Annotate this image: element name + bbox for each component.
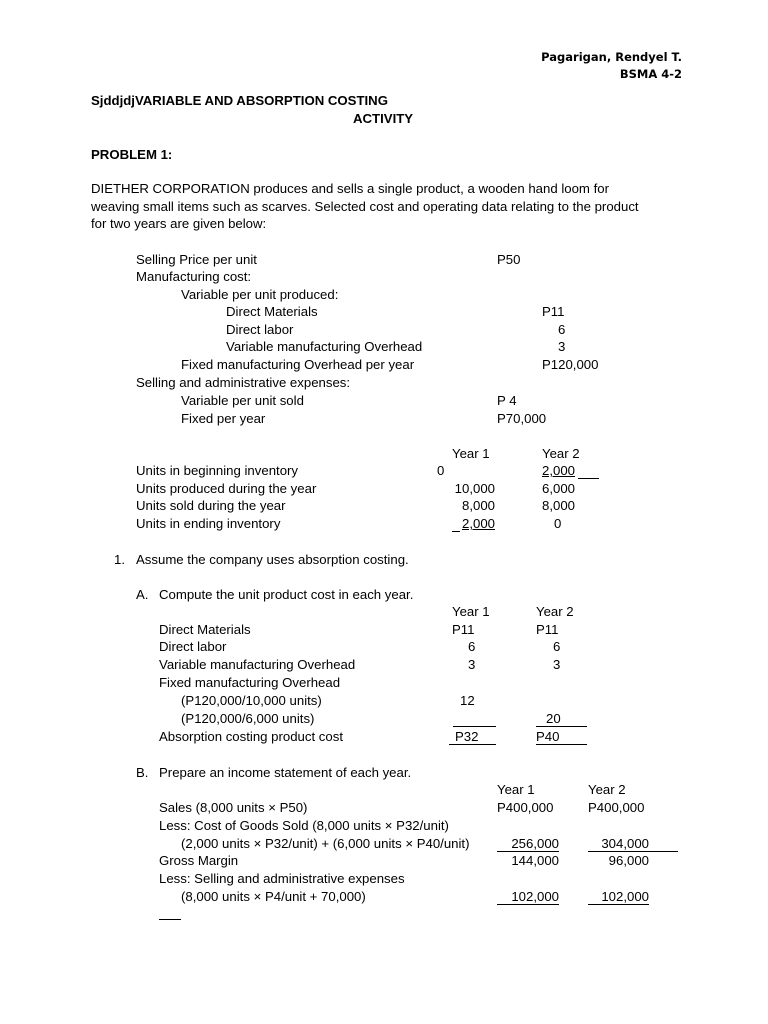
- part-a-fmo-calc1: (P120,000/10,000 units): [181, 693, 322, 708]
- units-year2-header: Year 2: [542, 446, 580, 461]
- units-row-y1: 2,000: [461, 516, 495, 531]
- part-a-vmo-label: Variable manufacturing Overhead: [159, 657, 356, 672]
- fixed-per-year-value: P70,000: [497, 411, 547, 426]
- part-b-sae2-label: (8,000 units × P4/unit + 70,000): [181, 889, 366, 904]
- units-row-y2: 0: [554, 516, 562, 531]
- vmo-label: Variable manufacturing Overhead: [226, 339, 423, 354]
- mfg-cost-label: Manufacturing cost:: [136, 269, 252, 284]
- part-a-total-label: Absorption costing product cost: [159, 729, 343, 744]
- dl-value: 6: [558, 322, 566, 337]
- units-year1-header: Year 1: [452, 446, 490, 461]
- part-b-sae-y2: 102,000: [601, 889, 649, 904]
- underline-rule: [536, 744, 587, 745]
- part-b-sales-y1: P400,000: [497, 800, 554, 815]
- var-per-unit-sold-label: Variable per unit sold: [181, 393, 304, 408]
- part-b-sales-y2: P400,000: [588, 800, 645, 815]
- sa-expenses-label: Selling and administrative expenses:: [136, 375, 351, 390]
- dm-label: Direct Materials: [226, 304, 318, 319]
- part-a-vmo-y1: 3: [468, 657, 476, 672]
- var-per-unit-sold-value: P 4: [497, 393, 517, 408]
- part-a-fmo-label: Fixed manufacturing Overhead: [159, 675, 341, 690]
- units-row-y2: 8,000: [542, 498, 576, 513]
- part-a-total-y1: P32: [455, 729, 479, 744]
- part-b-sales-label: Sales (8,000 units × P50): [159, 800, 308, 815]
- part-b-cogs-y2: 304,000: [601, 836, 649, 851]
- part-a-fmo-y1: 12: [460, 693, 475, 708]
- units-row-y2: 2,000: [542, 463, 576, 478]
- units-row-label: Units in ending inventory: [136, 516, 281, 531]
- part-b-letter: B.: [136, 765, 149, 780]
- part-b-text: Prepare an income statement of each year.: [159, 765, 412, 780]
- underline-rule: [588, 851, 678, 852]
- part-a-fmo-y2: 20: [546, 711, 561, 726]
- units-row-label: Units in beginning inventory: [136, 463, 299, 478]
- underline-rule: [452, 531, 460, 532]
- part-b-gm-y1: 144,000: [511, 853, 559, 868]
- part-b-sae-label: Less: Selling and administrative expenses: [159, 871, 405, 886]
- selling-price-label: Selling Price per unit: [136, 252, 257, 267]
- dl-label: Direct labor: [226, 322, 294, 337]
- part-b-gm-label: Gross Margin: [159, 853, 239, 868]
- question-text: Assume the company uses absorption costing.: [136, 552, 409, 567]
- document-title: SjddjdjVARIABLE AND ABSORPTION COSTING: [91, 93, 388, 108]
- author-name: Pagarigan, Rendyel T.: [541, 50, 682, 64]
- underline-rule: [497, 904, 559, 905]
- part-a-year1: Year 1: [452, 604, 490, 619]
- fmo-label: Fixed manufacturing Overhead per year: [181, 357, 415, 372]
- underline-rule: [578, 478, 599, 479]
- units-row-label: Units produced during the year: [136, 481, 317, 496]
- document-subtitle: ACTIVITY: [353, 111, 414, 126]
- underline-rule: [453, 726, 496, 727]
- part-a-letter: A.: [136, 587, 149, 602]
- units-row-y1: 10,000: [454, 481, 495, 496]
- part-b-year1: Year 1: [497, 782, 535, 797]
- part-a-dl-y1: 6: [468, 639, 476, 654]
- intro-line: DIETHER CORPORATION produces and sells a single product, a wooden hand loom for: [91, 181, 609, 196]
- dm-value: P11: [542, 304, 565, 319]
- underline-rule: [159, 919, 181, 920]
- part-b-cogs-label: Less: Cost of Goods Sold (8,000 units × P32/unit): [159, 818, 449, 833]
- units-row-y1: 0: [437, 463, 445, 478]
- part-a-fmo-calc2: (P120,000/6,000 units): [181, 711, 315, 726]
- underline-rule: [449, 744, 496, 745]
- part-a-year2: Year 2: [536, 604, 574, 619]
- problem-heading: PROBLEM 1:: [91, 147, 173, 162]
- part-a-dl-label: Direct labor: [159, 639, 227, 654]
- part-a-dm-y2: P11: [536, 622, 559, 637]
- units-row-label: Units sold during the year: [136, 498, 286, 513]
- underline-rule: [588, 904, 649, 905]
- part-a-dl-y2: 6: [553, 639, 561, 654]
- units-row-y2: 6,000: [542, 481, 576, 496]
- intro-line: for two years are given below:: [91, 216, 267, 231]
- part-b-gm-y2: 96,000: [608, 853, 649, 868]
- part-a-total-y2: P40: [536, 729, 560, 744]
- part-a-dm-label: Direct Materials: [159, 622, 251, 637]
- fixed-per-year-label: Fixed per year: [181, 411, 266, 426]
- part-b-cogs-y1: 256,000: [511, 836, 559, 851]
- part-a-vmo-y2: 3: [553, 657, 561, 672]
- part-a-dm-y1: P11: [452, 622, 475, 637]
- question-number: 1.: [114, 552, 125, 567]
- part-b-sae-y1: 102,000: [511, 889, 559, 904]
- section-code: BSMA 4-2: [619, 67, 682, 81]
- intro-line: weaving small items such as scarves. Selected cost and operating data relating to the product: [91, 199, 639, 214]
- part-a-text: Compute the unit product cost in each year.: [159, 587, 414, 602]
- underline-rule: [536, 726, 587, 727]
- underline-rule: [497, 851, 559, 852]
- part-b-year2: Year 2: [588, 782, 626, 797]
- part-b-cogs2-label: (2,000 units × P32/unit) + (6,000 units × P40/unit): [181, 836, 470, 851]
- selling-price-value: P50: [497, 252, 521, 267]
- units-row-y1: 8,000: [461, 498, 495, 513]
- fmo-value: P120,000: [542, 357, 599, 372]
- vmo-value: 3: [558, 339, 566, 354]
- variable-per-unit-label: Variable per unit produced:: [181, 287, 339, 302]
